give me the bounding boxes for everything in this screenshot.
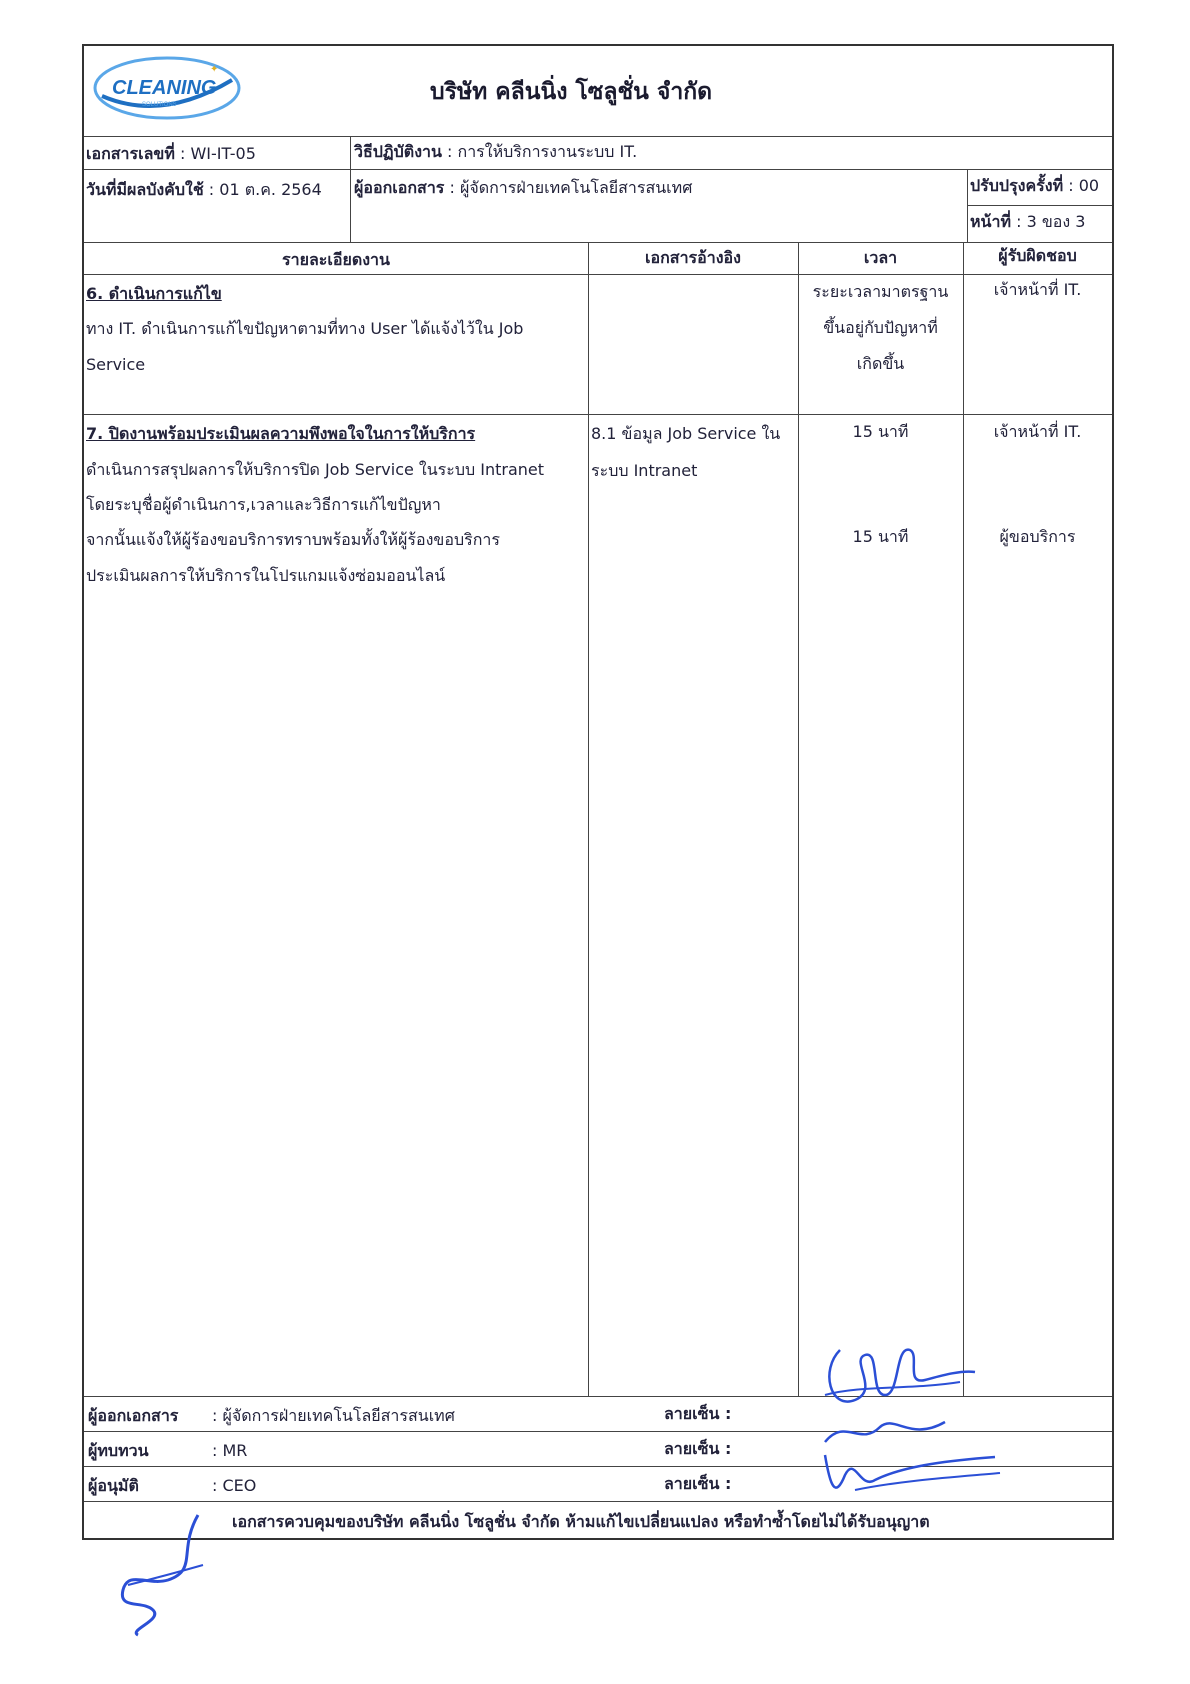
- company-logo: [92, 52, 242, 122]
- signature-approver: [815, 1445, 1005, 1500]
- rule: [84, 274, 1112, 275]
- footer-sign-label: ลายเซ็น :: [664, 1404, 732, 1423]
- document-control-note: เอกสารควบคุมของบริษัท คลีนนิ่ง โซลูชั่น จำกัด ห้ามแก้ไขเปลี่ยนแปลง หรือทำซ้ำโดยไม่ได้รับอนุญาต: [232, 1512, 930, 1531]
- rule: [84, 242, 1112, 243]
- rule: [350, 136, 351, 242]
- company-name: บริษัท คลีนนิ่ง โซลูชั่น จำกัด: [430, 79, 713, 105]
- svg-text:✦: ✦: [210, 64, 219, 75]
- logo-text: CLEANING: [112, 77, 217, 99]
- issuer: ผู้ออกเอกสาร : ผู้จัดการฝ่ายเทคโนโลยีสารสนเทศ: [354, 178, 693, 197]
- rule: [798, 242, 799, 1396]
- revision: ปรับปรุงครั้งที่ : 00: [970, 176, 1100, 195]
- step-7-owner: ผู้ขอบริการ: [999, 527, 1076, 546]
- step-7-owner: เจ้าหน้าที่ IT.: [993, 422, 1082, 441]
- step-6-time: ขึ้นอยู่กับปัญหาที่: [823, 318, 938, 337]
- step-7-reference: ระบบ Intranet: [591, 461, 698, 480]
- rule: [84, 414, 1112, 415]
- footer-issuer-value: : ผู้จัดการฝ่ายเทคโนโลยีสารสนเทศ: [212, 1406, 455, 1425]
- footer-approver-label: ผู้อนุมัติ: [88, 1476, 139, 1495]
- step-7-reference: 8.1 ข้อมูล Job Service ใน: [591, 424, 781, 443]
- step-6-time: ระยะเวลามาตรฐาน: [812, 282, 949, 301]
- handwritten-signature: [108, 1510, 218, 1640]
- step-7-line: จากนั้นแจ้งให้ผู้ร้องขอบริการทราบพร้อมทั้งให้ผู้ร้องขอบริการ: [86, 530, 500, 549]
- page-number: หน้าที่ : 3 ของ 3: [970, 212, 1086, 231]
- procedure: วิธีปฏิบัติงาน : การให้บริการงานระบบ IT.: [354, 142, 638, 161]
- step-7-title: 7. ปิดงานพร้อมประเมินผลความพึงพอใจในการให้บริการ: [86, 424, 476, 443]
- signature-issuer: [810, 1340, 980, 1415]
- step-7-line: ดำเนินการสรุปผลการให้บริการปิด Job Service ในระบบ Intranet: [86, 460, 545, 479]
- rule: [963, 242, 964, 1396]
- step-6-time: เกิดขึ้น: [856, 354, 905, 373]
- step-7-line: ประเมินผลการให้บริการในโปรแกมแจ้งซ่อมออนไลน์: [86, 566, 446, 585]
- rule: [84, 1431, 1112, 1432]
- col-header-reference: เอกสารอ้างอิง: [645, 248, 741, 267]
- col-header-owner: ผู้รับผิดชอบ: [998, 246, 1077, 265]
- step-6-line: ทาง IT. ดำเนินการแก้ไขปัญหาตามที่ทาง User ได้แจ้งไว้ใน Job: [86, 319, 524, 338]
- rule: [84, 136, 1112, 137]
- rule: [967, 169, 968, 242]
- rule: [588, 242, 589, 1396]
- step-7-line: โดยระบุชื่อผู้ดำเนินการ,เวลาและวิธีการแก้ไขปัญหา: [86, 495, 441, 514]
- footer-reviewer-label: ผู้ทบทวน: [88, 1441, 149, 1460]
- footer-approver-value: : CEO: [212, 1476, 257, 1495]
- logo-subtext: SOLUTIONS: [142, 102, 177, 108]
- doc-number: เอกสารเลขที่ : WI-IT-05: [86, 144, 256, 163]
- footer-reviewer-value: : MR: [212, 1441, 248, 1460]
- step-7-time: 15 นาที: [852, 422, 909, 441]
- col-header-detail: รายละเอียดงาน: [282, 250, 390, 269]
- rule: [84, 1501, 1112, 1502]
- footer-sign-label: ลายเซ็น :: [664, 1474, 732, 1493]
- step-6-line: Service: [86, 355, 146, 374]
- step-6-owner: เจ้าหน้าที่ IT.: [993, 280, 1082, 299]
- step-7-time: 15 นาที: [852, 527, 909, 546]
- step-6-title: 6. ดำเนินการแก้ไข: [86, 284, 222, 303]
- footer-sign-label: ลายเซ็น :: [664, 1439, 732, 1458]
- rule: [967, 205, 1112, 206]
- footer-issuer-label: ผู้ออกเอกสาร: [88, 1406, 179, 1425]
- effective-date: วันที่มีผลบังคับใช้ : 01 ต.ค. 2564: [86, 180, 322, 199]
- col-header-time: เวลา: [863, 248, 898, 267]
- rule: [84, 169, 1112, 170]
